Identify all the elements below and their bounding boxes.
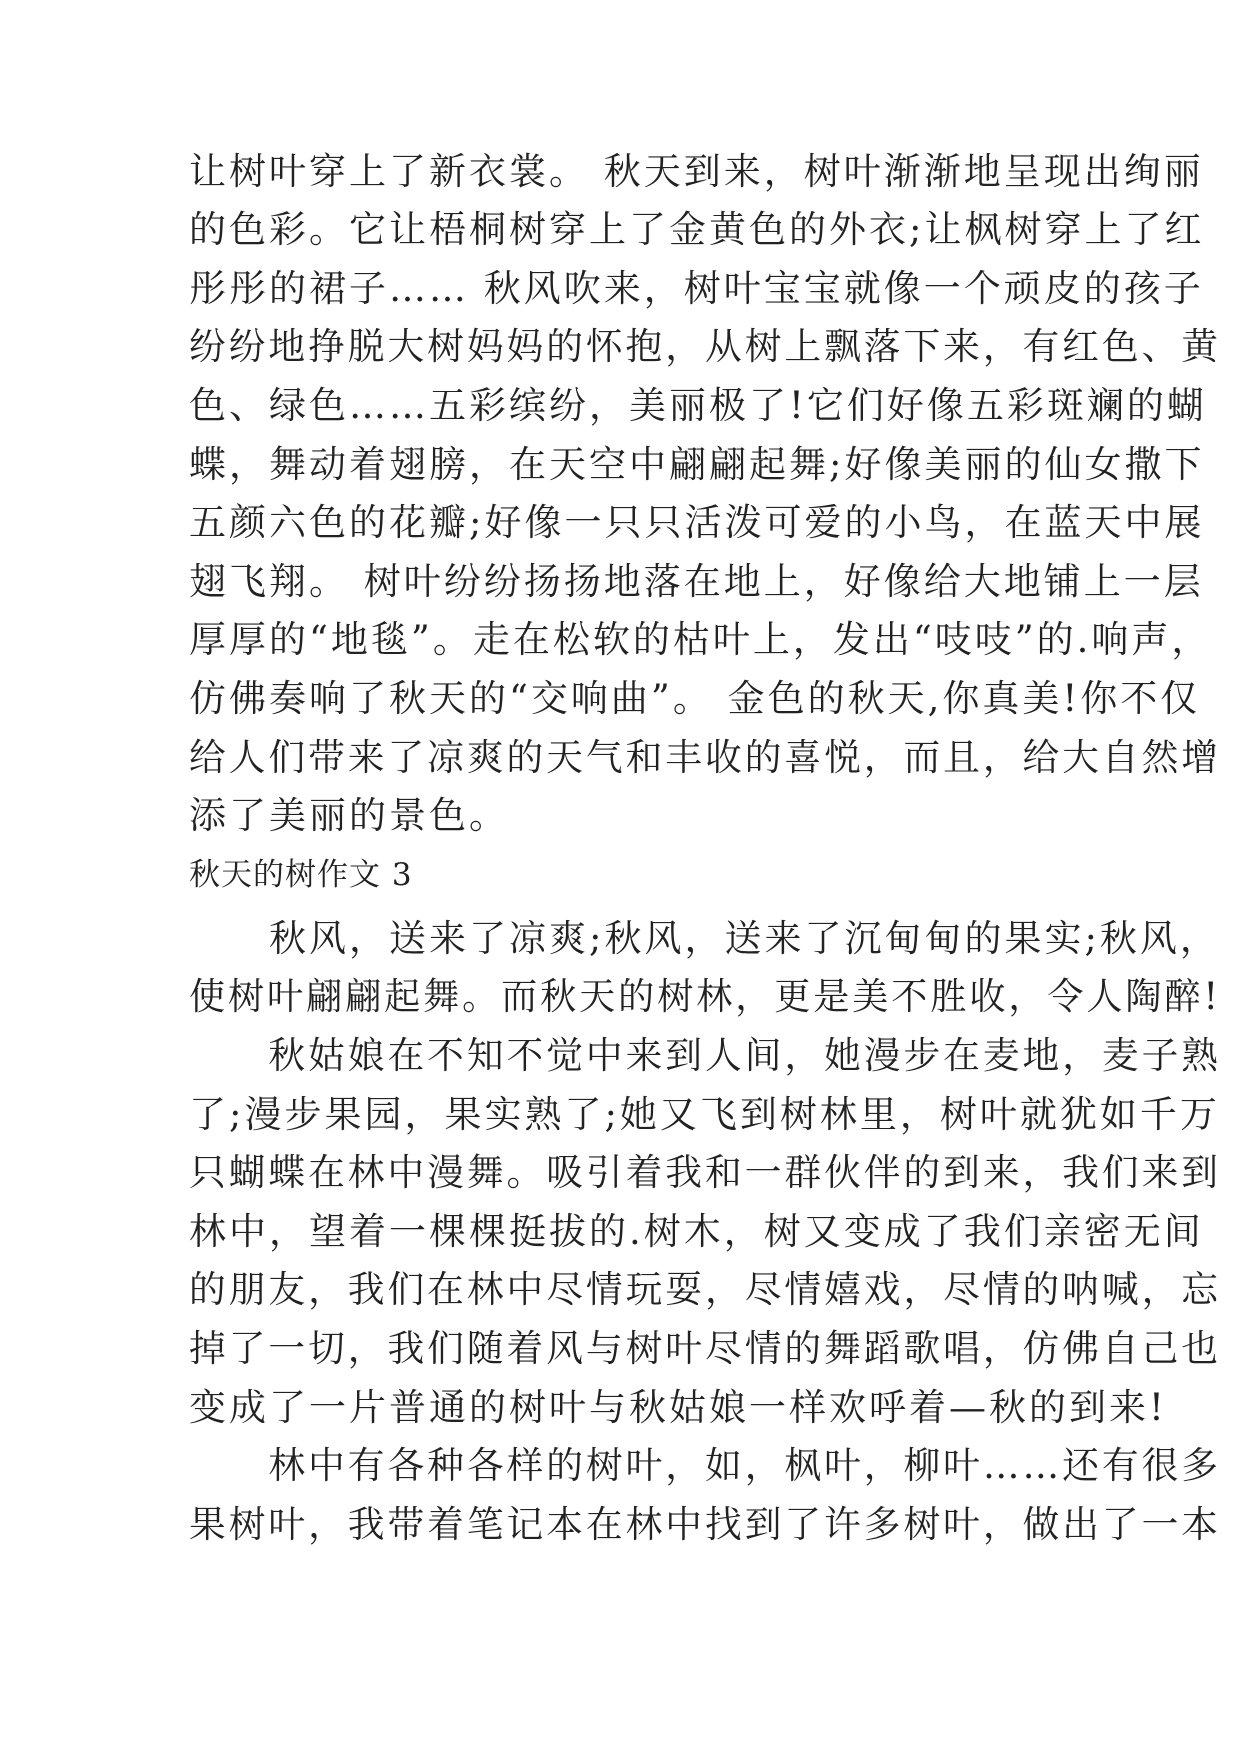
paragraph-line: 使树叶翩翩起舞。而秋天的树林，更是美不胜收，令人陶醉! bbox=[189, 975, 1221, 1018]
text-line: 的色彩。它让梧桐树穿上了金黄色的外衣;让枫树穿上了红 bbox=[189, 208, 1205, 251]
text-line: 色、绿色……五彩缤纷，美丽极了!它们好像五彩斑斓的蝴 bbox=[189, 384, 1207, 427]
text-line: 彤彤的裙子…… 秋风吹来，树叶宝宝就像一个顽皮的孩子 bbox=[189, 267, 1204, 310]
text-line: 厚厚的“地毯”。走在松软的枯叶上，发出“吱吱”的.响声， bbox=[189, 618, 1212, 661]
paragraph-line: 变成了一片普通的树叶与秋姑娘一样欢呼着—秋的到来! bbox=[189, 1386, 1167, 1429]
paragraph-line: 掉了一切，我们随着风与树叶尽情的舞蹈歌唱，仿佛自己也 bbox=[189, 1327, 1221, 1370]
paragraph-line: 秋风，送来了凉爽;秋风，送来了沉甸甸的果实;秋风， bbox=[189, 917, 1220, 960]
paragraph-line: 林中有各种各样的树叶，如，枫叶，柳叶……还有很多 bbox=[189, 1444, 1221, 1487]
paragraph-line: 秋姑娘在不知不觉中来到人间，她漫步在麦地，麦子熟 bbox=[189, 1034, 1221, 1077]
text-line: 仿佛奏响了秋天的“交响曲”。 金色的秋天,你真美!你不仅 bbox=[189, 677, 1201, 720]
paragraph-line: 果树叶，我带着笔记本在林中找到了许多树叶，做出了一本 bbox=[189, 1503, 1221, 1546]
text-line: 让树叶穿上了新衣裳。 秋天到来，树叶渐渐地呈现出绚丽 bbox=[189, 150, 1204, 193]
text-line: 翅飞翔。 树叶纷纷扬扬地落在地上，好像给大地铺上一层 bbox=[189, 560, 1204, 603]
paragraph-line: 林中，望着一棵棵挺拔的.树木，树又变成了我们亲密无间 bbox=[189, 1210, 1204, 1253]
paragraph-line: 的朋友，我们在林中尽情玩耍，尽情嬉戏，尽情的呐喊，忘 bbox=[189, 1268, 1221, 1311]
text-line: 纷纷地挣脱大树妈妈的怀抱，从树上飘落下来，有红色、黄 bbox=[189, 325, 1221, 368]
paragraph-line: 只蝴蝶在林中漫舞。吸引着我和一群伙伴的到来，我们来到 bbox=[189, 1151, 1221, 1194]
paragraph-line: 了;漫步果园，果实熟了;她又飞到树林里，树叶就犹如千万 bbox=[189, 1093, 1220, 1136]
section-heading: 秋天的树作文 3 bbox=[189, 857, 413, 893]
text-line: 给人们带来了凉爽的天气和丰收的喜悦，而且，给大自然增 bbox=[189, 736, 1221, 779]
text-line: 蝶，舞动着翅膀，在天空中翩翩起舞;好像美丽的仙女撒下 bbox=[189, 443, 1205, 486]
text-line: 五颜六色的花瓣;好像一只只活泼可爱的小鸟，在蓝天中展 bbox=[189, 501, 1205, 544]
text-line: 添了美丽的景色。 bbox=[189, 794, 509, 837]
